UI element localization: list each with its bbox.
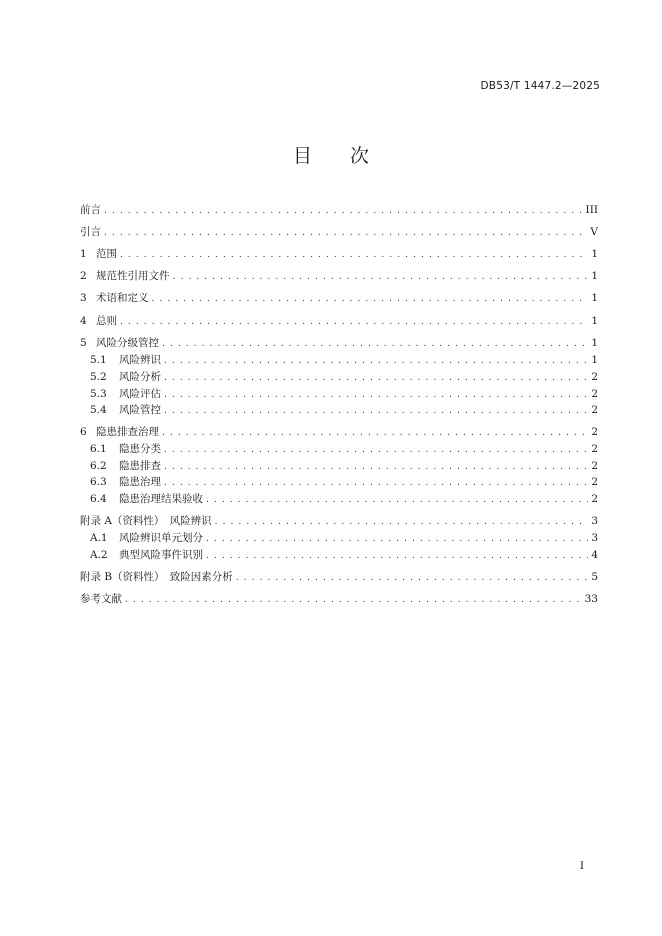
toc-entry-page: 2 — [591, 493, 598, 505]
toc-leader-dots — [164, 475, 588, 491]
page-number: I — [579, 860, 584, 872]
toc-entry — [80, 569, 598, 585]
toc-leader-dots — [162, 336, 588, 352]
toc-entry-page: 3 — [591, 515, 598, 527]
toc-entry — [80, 202, 598, 218]
toc-entry-page: 33 — [584, 593, 598, 605]
toc-entry-label: 风险管控 — [119, 404, 161, 416]
toc-entry-page: 2 — [591, 443, 598, 455]
toc-entry-page: 1 — [591, 315, 598, 327]
toc-leader-dots — [164, 459, 588, 475]
toc-entry-page: 1 — [591, 248, 598, 260]
toc-entry-number: 5.3 — [90, 388, 107, 400]
toc-entry-number: 5.4 — [90, 404, 107, 416]
toc-leader-dots — [125, 592, 582, 608]
toc-entry-number: 6.3 — [90, 476, 107, 488]
toc-entry-page: 2 — [591, 476, 598, 488]
toc-entry-number: 5.2 — [90, 371, 107, 383]
toc-leader-dots — [164, 353, 588, 369]
toc-entry — [80, 246, 598, 262]
toc-entry-label: 隐患治理 — [119, 476, 161, 488]
toc-entry — [80, 513, 598, 529]
toc-entry-page: 2 — [591, 426, 598, 438]
toc-entry-label: 风险分析 — [119, 371, 161, 383]
toc-entry — [90, 530, 598, 546]
toc-leader-dots — [104, 225, 587, 241]
toc-entry-page: 1 — [591, 270, 598, 282]
toc-entry-number: A.2 — [90, 549, 108, 561]
toc-leader-dots — [164, 442, 588, 458]
toc-entry-number: 3 — [80, 292, 87, 304]
toc-entry-number: 1 — [80, 248, 87, 260]
toc-entry — [90, 474, 598, 490]
toc-leader-dots — [164, 387, 588, 403]
toc-leader-dots — [206, 531, 588, 547]
toc-leader-dots — [164, 370, 588, 386]
toc-entry-page: 1 — [591, 292, 598, 304]
toc-entry-page: 2 — [591, 404, 598, 416]
toc-entry-number: 6 — [80, 426, 87, 438]
toc-entry-number: 6.2 — [90, 460, 107, 472]
toc-entry-label: 风险评估 — [119, 388, 161, 400]
toc-entry — [90, 402, 598, 418]
toc-entry-page: 3 — [591, 532, 598, 544]
toc-entry-number: 6.4 — [90, 493, 107, 505]
toc-entry-page: 2 — [591, 371, 598, 383]
document-code: DB53/T 1447.2—2025 — [480, 80, 600, 92]
toc-entry-label: 范围 — [96, 248, 117, 260]
toc-entry — [90, 491, 598, 507]
toc-entry-label: 隐患治理结果验收 — [119, 493, 203, 505]
toc-entry — [80, 313, 598, 329]
toc-entry-label: 附录 B（资料性） 致险因素分析 — [80, 571, 233, 583]
toc-entry-page: III — [585, 204, 598, 216]
toc-leader-dots — [164, 403, 588, 419]
toc-entry — [90, 386, 598, 402]
toc-entry — [80, 335, 598, 351]
toc-leader-dots — [120, 314, 588, 330]
toc-leader-dots — [206, 492, 588, 508]
toc-entry — [80, 224, 598, 240]
toc-leader-dots — [162, 425, 588, 441]
toc-entry — [80, 591, 598, 607]
toc-leader-dots — [236, 570, 589, 586]
toc-entry — [80, 268, 598, 284]
page-title: 目 次 — [292, 145, 369, 167]
toc-entry-number: A.1 — [90, 532, 108, 544]
toc-entry-number: 5 — [80, 337, 87, 349]
toc-entry-label: 隐患排查 — [119, 460, 161, 472]
toc-entry — [90, 352, 598, 368]
toc-entry-label: 前言 — [80, 204, 101, 216]
toc-entry-label: 风险辨识 — [119, 354, 161, 366]
toc-entry-label: 引言 — [80, 226, 101, 238]
toc-entry-label: 附录 A（资料性） 风险辨识 — [80, 515, 212, 527]
toc-entry-label: 规范性引用文件 — [96, 270, 170, 282]
toc-entry — [90, 458, 598, 474]
toc-entry-label: 典型风险事件识别 — [119, 549, 203, 561]
toc-entry-label: 总则 — [96, 315, 117, 327]
toc-leader-dots — [173, 269, 589, 285]
toc-entry — [80, 424, 598, 440]
toc-leader-dots — [215, 514, 589, 530]
toc-leader-dots — [206, 548, 588, 564]
toc-leader-dots — [152, 291, 589, 307]
toc-entry-page: 4 — [591, 549, 598, 561]
toc-entry-number: 6.1 — [90, 443, 107, 455]
toc-entry-page: 2 — [591, 460, 598, 472]
toc-leader-dots — [104, 203, 583, 219]
toc-entry-label: 术语和定义 — [96, 292, 149, 304]
toc-entry-page: V — [590, 226, 598, 238]
toc-entry-page: 2 — [591, 388, 598, 400]
toc-entry-page: 1 — [591, 354, 598, 366]
toc-entry — [90, 441, 598, 457]
toc-entry — [90, 369, 598, 385]
toc-entry-page: 5 — [591, 571, 598, 583]
toc-entry — [80, 290, 598, 306]
toc-entry-number: 5.1 — [90, 354, 107, 366]
toc-entry-label: 隐患分类 — [119, 443, 161, 455]
toc-leader-dots — [120, 247, 588, 263]
toc-entry-label: 参考文献 — [80, 593, 122, 605]
toc-entry-label: 风险辨识单元划分 — [119, 532, 203, 544]
toc-entry-page: 1 — [591, 337, 598, 349]
toc-entry-number: 4 — [80, 315, 87, 327]
toc-entry — [90, 547, 598, 563]
toc-entry-label: 风险分级管控 — [96, 337, 159, 349]
toc-entry-label: 隐患排查治理 — [96, 426, 159, 438]
toc-entry-number: 2 — [80, 270, 87, 282]
